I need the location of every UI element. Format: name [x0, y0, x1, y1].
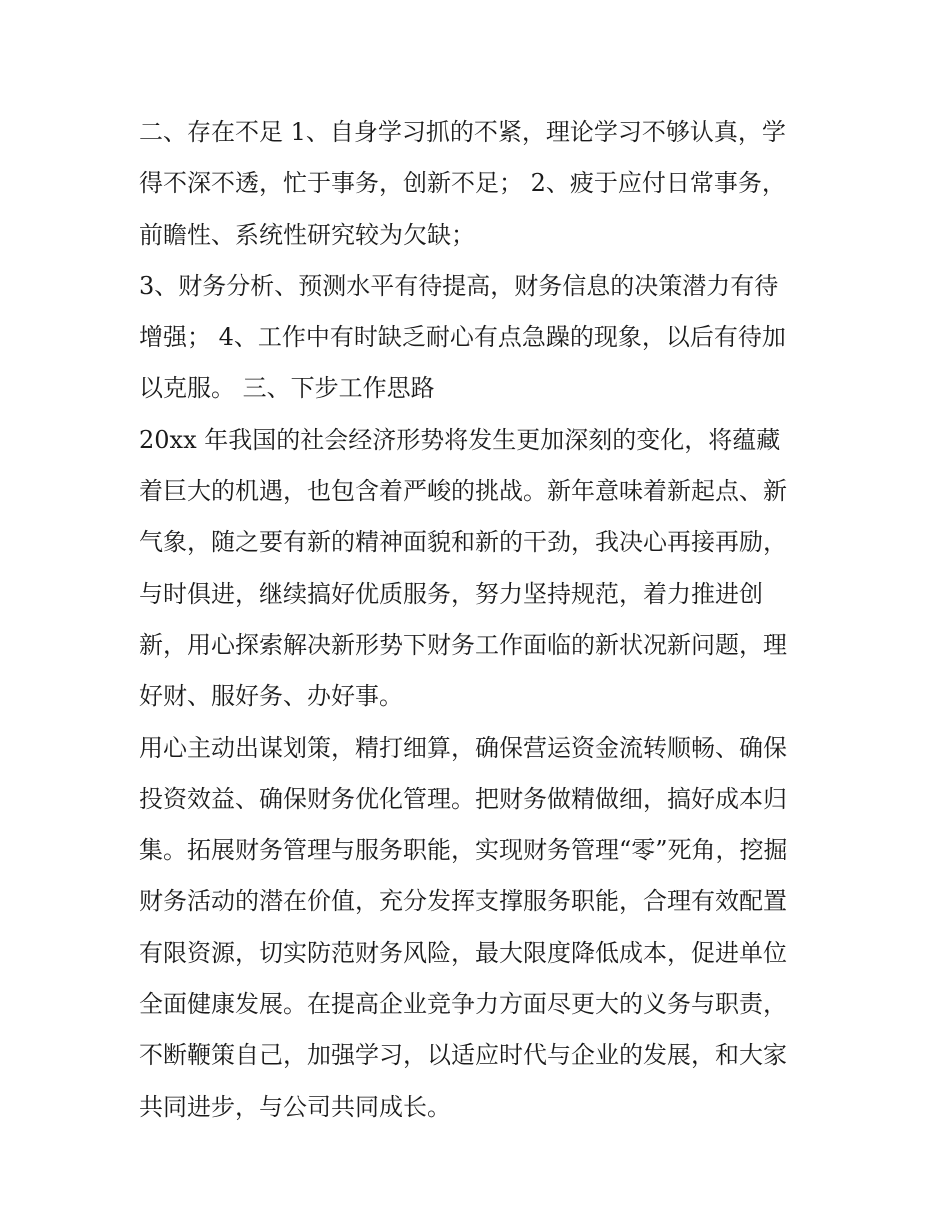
text-line: 用心主动出谋划策，精打细算，确保营运资金流转顺畅、确保 [139, 733, 787, 762]
text-line: 全面健康发展。在提高企业竞争力方面尽更大的义务与职责， [139, 990, 787, 1019]
text-line: 与时俱进，继续搞好优质服务，努力坚持规范，着力推进创 [139, 579, 763, 608]
document-body [139, 107, 819, 1133]
text-line: 得不深不透，忙于事务，创新不足； 2、疲于应付日常事务， [139, 169, 786, 198]
text-line: 不断鞭策自己，加强学习，以适应时代与企业的发展，和大家 [139, 1041, 787, 1070]
text-line: 投资效益、确保财务优化管理。把财务做精做细，搞好成本归 [139, 784, 787, 813]
text-line: 以克服。 三、下步工作思路 [139, 374, 435, 403]
text-line: 财务活动的潜在价值，充分发挥支撑服务职能，合理有效配置 [139, 887, 787, 916]
text-line: 前瞻性、系统性研究较为欠缺； [139, 220, 475, 249]
text-line: 新，用心探索解决新形势下财务工作面临的新状况新问题，理 [139, 630, 787, 659]
text-line: 集。拓展财务管理与服务职能，实现财务管理“零”死角，挖掘 [139, 836, 788, 865]
text-line: 20xx 年我国的社会经济形势将发生更加深刻的变化，将蕴藏 [139, 425, 781, 454]
text-line: 着巨大的机遇，也包含着严峻的挑战。新年意味着新起点、新 [139, 477, 787, 506]
text-line: 共同进步，与公司共同成长。 [139, 1092, 451, 1121]
text-line: 3、财务分析、预测水平有待提高，财务信息的决策潜力有待 [139, 271, 779, 300]
text-line: 二、存在不足 1、自身学习抓的不紧，理论学习不够认真，学 [139, 118, 786, 146]
text-line: 气象，随之要有新的精神面貌和新的干劲，我决心再接再励， [139, 528, 787, 557]
text-line: 增强； 4、工作中有时缺乏耐心有点急躁的现象，以后有待加 [139, 323, 786, 352]
text-line: 好财、服好务、办好事。 [139, 682, 403, 711]
text-line: 有限资源，切实防范财务风险，最大限度降低成本，促进单位 [139, 938, 787, 967]
